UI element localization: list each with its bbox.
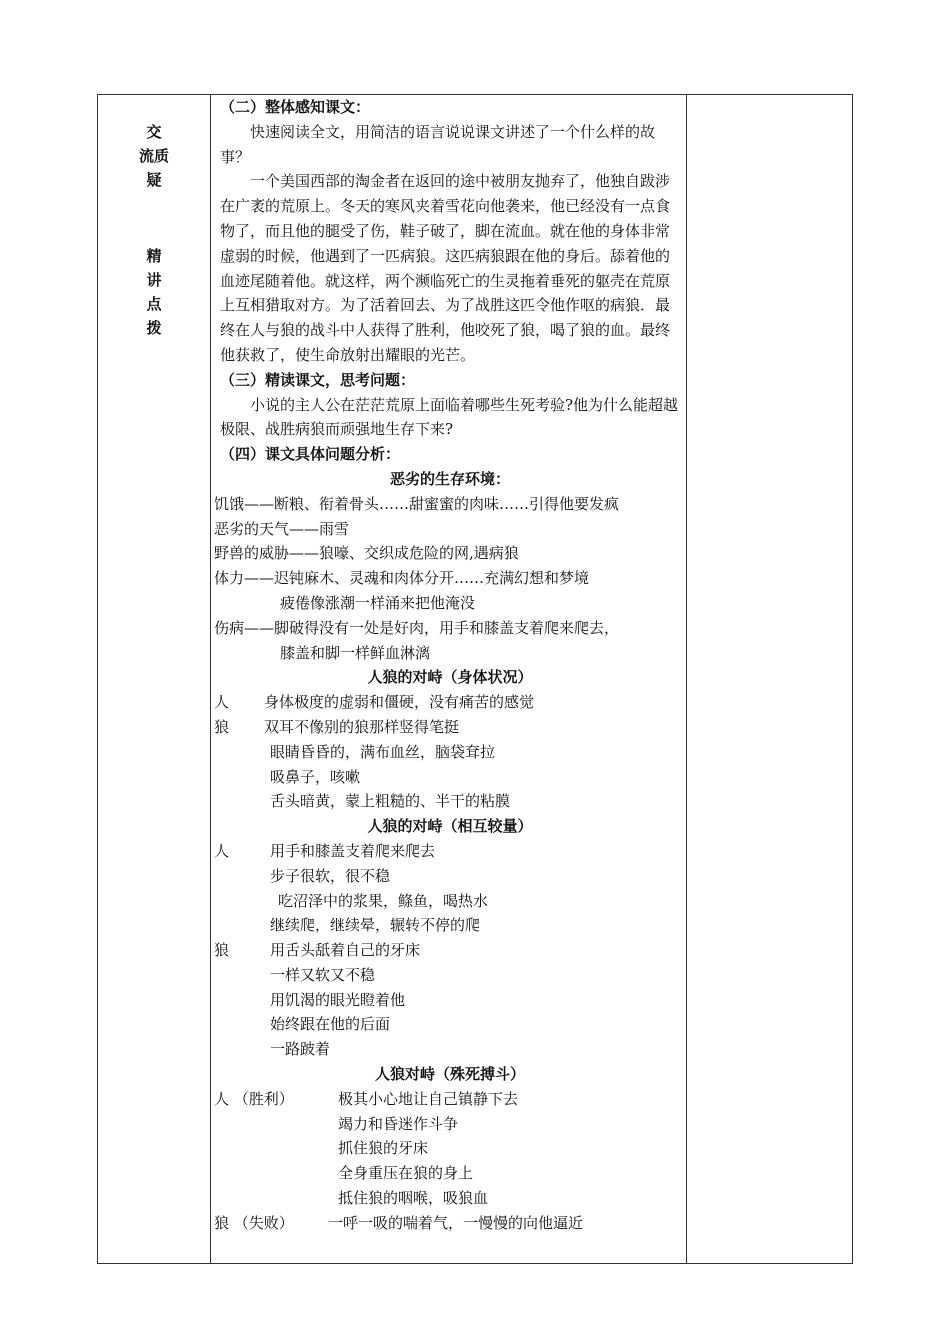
subsection-title: 人狼对峙（殊死搏斗） (374, 1065, 525, 1084)
label-char: 流质 (138, 147, 169, 165)
text-line: 竭力和昏迷作斗争 (338, 1114, 459, 1133)
text-line: 吸鼻子，咳嗽 (270, 767, 361, 786)
text-line: 继续爬，继续晕，辗转不停的爬 (270, 916, 481, 935)
text-line: 野兽的威胁——狼嚎、交织成危险的网,遇病狼 (214, 544, 519, 563)
text-line: 一路跛着 (270, 1040, 331, 1059)
label-group-exchange (98, 120, 210, 192)
question-paragraph: 小说的主人公在茫茫荒原上面临着哪些生死考验?他为什么能超越极限、战胜病狼而顽强地生存下来? (220, 395, 679, 439)
text-line: 伤病——脚破得没有一处是好肉，用手和膝盖支着爬来爬去， (214, 618, 620, 637)
text-line: 一样又软又不稳 (270, 965, 376, 984)
task-paragraph: 快速阅读全文，用简洁的语言说说课文讲述了一个什么样的故事？ (220, 122, 656, 166)
text-line: 全身重压在狼的身上 (338, 1164, 474, 1183)
text-line: 双耳不像别的狼那样竖得笔挺 (264, 717, 460, 736)
row-key: 狼 (214, 941, 230, 960)
subsection-title: 恶劣的生存环境： (389, 469, 510, 488)
label-char: 讲 (146, 271, 162, 289)
text-line: 膝盖和脚一样鲜血淋漓 (280, 643, 431, 662)
main-content (214, 95, 680, 1236)
section-title: （二）整体感知课文： (220, 98, 371, 116)
label-group-explain (98, 244, 210, 340)
section-title: （三）精读课文，思考问题： (220, 370, 416, 389)
column-divider-1 (210, 95, 211, 1263)
row-key: 人 (214, 841, 230, 860)
text-line: 用饥渴的眼光瞪着他 (270, 990, 406, 1009)
text-line: 抓住狼的牙床 (338, 1139, 429, 1158)
row-key: 狼 （失败） (214, 1213, 294, 1232)
label-char: 拨 (146, 319, 162, 337)
column-divider-2 (686, 95, 687, 1263)
body-man-row (214, 690, 680, 715)
label-char: 交 (146, 123, 162, 141)
text-line: 体力——迟钝麻木、灵魂和肉体分开……充满幻想和梦境 (214, 569, 590, 588)
contest-man-row (214, 839, 680, 864)
text-line: 饥饿——断粮、衔着骨头……甜蜜蜜的肉味……引得他要发疯 (214, 494, 620, 513)
subsection-title: 人狼的对峙（身体状况） (367, 668, 533, 687)
text-line: 始终跟在他的后面 (270, 1015, 391, 1034)
text-line: 吃沼泽中的浆果，鲦鱼，喝热水 (278, 891, 489, 910)
contest-wolf-row (214, 938, 680, 963)
row-key: 狼 (214, 717, 230, 736)
text-line: 疲倦像涨潮一样涌来把他淹没 (280, 593, 476, 612)
fight-wolf-row (214, 1211, 680, 1236)
text-line: 恶劣的天气——雨雪 (214, 519, 350, 538)
text-line: 用手和膝盖支着爬来爬去 (270, 841, 436, 860)
text-line: 舌头暗黄，蒙上粗糙的、半干的粘膜 (270, 792, 511, 811)
text-line: 步子很软，很不稳 (270, 866, 391, 885)
row-key: 人 (214, 693, 230, 712)
text-line: 一呼一吸的喘着气，一慢慢的向他逼近 (328, 1213, 584, 1232)
story-paragraph: 一个美国西部的淘金者在返回的途中被朋友抛弃了，他独自跋涉在广袤的荒原上。冬天的寒风夹着雪花向他袭来，他已经没有一点食物了，而且他的腿受了伤，鞋子破了，脚在流血。就在他的身体非常虚弱的时候，他遇到了一匹病狼。这匹病狼跟在他的身后。舔着他的血迹尾随着他。就这样，两个濒临死亡的生灵拖着垂死的躯壳在荒原上互相猎取对方。为了活着回去、为了战胜这匹令他作呕的病狼．最终在人与狼的战斗中人获得了胜利，他咬死了狼，喝了狼的血。最终他获救了，使生命放射出耀眼的光芒。 (220, 172, 671, 364)
section-title: （四）课文具体问题分析： (220, 445, 401, 464)
fight-man-row (214, 1087, 680, 1112)
text-line: 用舌头舐着自己的牙床 (270, 941, 421, 960)
label-char: 点 (146, 295, 162, 313)
row-key: 人 （胜利） (214, 1089, 294, 1108)
text-line: 极其小心地让自己镇静下去 (338, 1089, 519, 1108)
text-line: 眼睛昏昏的，满布血丝，脑袋耷拉 (270, 742, 496, 761)
label-char: 精 (146, 247, 162, 265)
lesson-table (97, 94, 853, 1264)
body-wolf-row (214, 715, 680, 740)
text-line: 身体极度的虚弱和僵硬，没有痛苦的感觉 (264, 693, 535, 712)
subsection-title: 人狼的对峙（相互较量） (367, 817, 533, 836)
text-line: 抵住狼的咽喉，吸狼血 (338, 1189, 489, 1208)
label-char: 疑 (146, 171, 162, 189)
